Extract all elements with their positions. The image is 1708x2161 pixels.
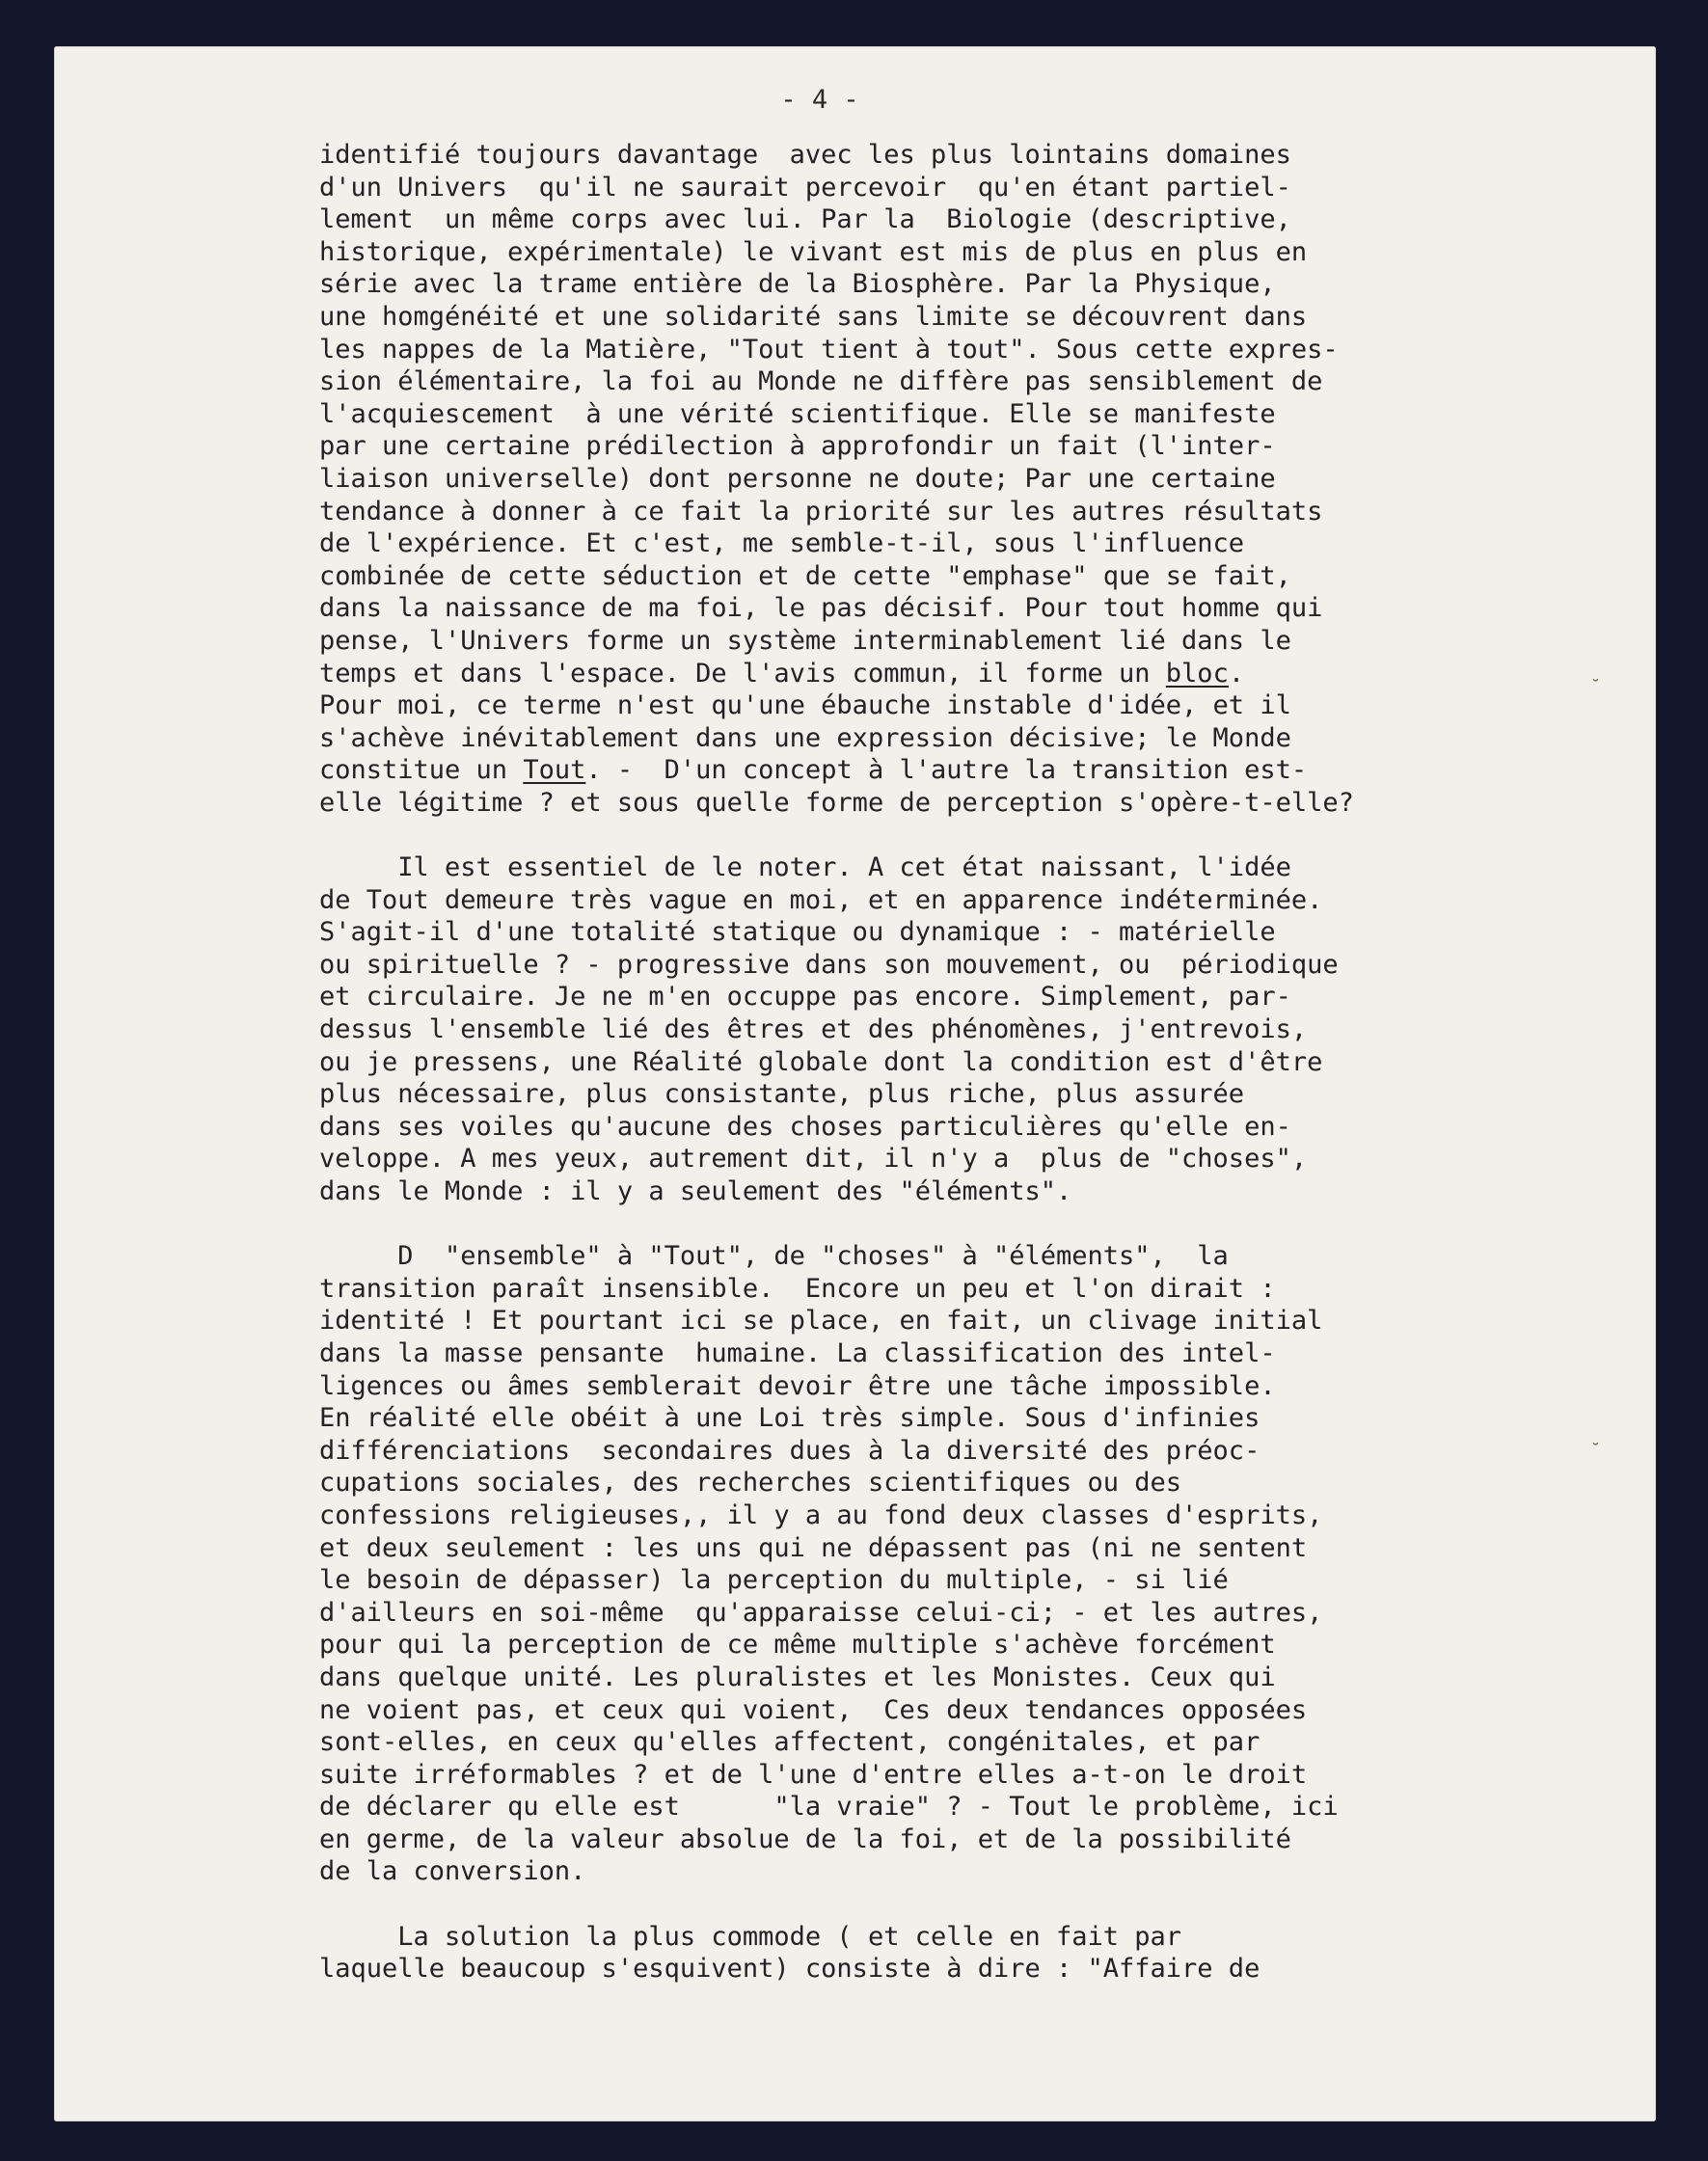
paragraph-1 — [319, 139, 1515, 819]
text-line: par une certaine prédilection à approfondir un fait (l'inter- — [319, 431, 1276, 462]
text-line: différenciations secondaires dues à la diversité des préoc- — [319, 1435, 1261, 1466]
page-number: - 4 - — [780, 85, 859, 115]
text-line: tendance à donner à ce fait la priorité sur les autres résultats — [319, 496, 1323, 527]
text-line: elle légitime ? et sous quelle forme de perception s'opère-t-elle? — [319, 787, 1354, 818]
text-line: identifié toujours davantage avec les plus lointains domaines — [319, 140, 1291, 170]
text-line: sion élémentaire, la foi au Monde ne diffère pas sensiblement de — [319, 366, 1323, 397]
text-line: confessions religieuses,, il y a au fond deux classes d'esprits, — [319, 1499, 1323, 1530]
text-line: l'acquiescement à une vérité scientifique. Elle se manifeste — [319, 398, 1276, 429]
text-line: pour qui la perception de ce même multiple s'achève forcément — [319, 1630, 1276, 1661]
text-line: ou je pressens, une Réalité globale dont la condition est d'être — [319, 1046, 1323, 1077]
text-line: pense, l'Univers forme un système interminablement lié dans le — [319, 625, 1291, 656]
text-line: ou spirituelle ? - progressive dans son mouvement, ou périodique — [319, 949, 1339, 980]
text-line: dans ses voiles qu'aucune des choses particulières qu'elle en- — [319, 1111, 1291, 1142]
text-line: constitue un Tout. - D'un concept à l'autre la transition est- — [319, 755, 1308, 786]
text-line: sont-elles, en ceux qu'elles affectent, congénitales, et par — [319, 1727, 1261, 1758]
text-line: d'un Univers qu'il ne saurait percevoir qu'en étant partiel- — [319, 172, 1291, 203]
text-line: La solution la plus commode ( et celle en fait par — [319, 1921, 1182, 1952]
text-line: les nappes de la Matière, "Tout tient à tout". Sous cette expres- — [319, 334, 1339, 365]
text-line: ligences ou âmes semblerait devoir être une tâche impossible. — [319, 1370, 1276, 1401]
text-line: et deux seulement : les uns qui ne dépassent pas (ni ne sentent — [319, 1532, 1308, 1563]
text-line: dans la masse pensante humaine. La classification des intel- — [319, 1337, 1276, 1368]
paper-speck: ˘ — [1590, 1441, 1601, 1461]
text-line: de la conversion. — [319, 1856, 586, 1887]
paper-speck: ˘ — [1590, 677, 1601, 697]
text-line: temps et dans l'espace. De l'avis commun, il forme un bloc. — [319, 658, 1245, 689]
text-line: D "ensemble" à "Tout", de "choses" à "éléments", la — [319, 1241, 1229, 1272]
text-line: de l'expérience. Et c'est, me semble-t-il, sous l'influence — [319, 528, 1245, 559]
text-line: S'agit-il d'une totalité statique ou dynamique : - matérielle — [319, 917, 1276, 948]
text-line: plus nécessaire, plus consistante, plus riche, plus assurée — [319, 1079, 1245, 1110]
text-line: cupations sociales, des recherches scientifiques ou des — [319, 1468, 1182, 1499]
text-line: série avec la trame entière de la Biosphère. Par la Physique, — [319, 269, 1276, 300]
text-line: Pour moi, ce terme n'est qu'une ébauche instable d'idée, et il — [319, 690, 1291, 721]
paragraph-4 — [319, 1921, 1515, 1985]
text-line: laquelle beaucoup s'esquivent) consiste à dire : "Affaire de — [319, 1954, 1261, 1985]
text-line: d'ailleurs en soi-même qu'apparaisse celui-ci; - et les autres, — [319, 1597, 1323, 1628]
text-line: de déclarer qu elle est "la vraie" ? - Tout le problème, ici — [319, 1792, 1339, 1823]
text-line: historique, expérimentale) le vivant est mis de plus en plus en — [319, 236, 1308, 267]
text-line: dans quelque unité. Les pluralistes et les Monistes. Ceux qui — [319, 1661, 1276, 1692]
paragraph-3 — [319, 1240, 1515, 1888]
text-line: en germe, de la valeur absolue de la foi, et de la possibilité — [319, 1823, 1291, 1854]
text-line: identité ! Et pourtant ici se place, en fait, un clivage initial — [319, 1306, 1323, 1337]
text-line: lement un même corps avec lui. Par la Biologie (descriptive, — [319, 204, 1291, 235]
document-body — [319, 139, 1515, 1985]
text-line: transition paraît insensible. Encore un peu et l'on dirait : — [319, 1273, 1276, 1304]
text-line: de Tout demeure très vague en moi, et en apparence indéterminée. — [319, 884, 1323, 915]
text-line: ne voient pas, et ceux qui voient, Ces deux tendances opposées — [319, 1694, 1308, 1725]
text-line: et circulaire. Je ne m'en occuppe pas encore. Simplement, par- — [319, 982, 1291, 1013]
text-line: suite irréformables ? et de l'une d'entre elles a-t-on le droit — [319, 1759, 1308, 1790]
text-line: dans la naissance de ma foi, le pas décisif. Pour tout homme qui — [319, 593, 1323, 624]
text-line: Il est essentiel de le noter. A cet état naissant, l'idée — [319, 852, 1291, 883]
text-line: combinée de cette séduction et de cette "emphase" que se fait, — [319, 560, 1291, 591]
text-line: En réalité elle obéit à une Loi très simple. Sous d'infinies — [319, 1403, 1261, 1434]
text-line: liaison universelle) dont personne ne doute; Par une certaine — [319, 463, 1276, 494]
text-line: le besoin de dépasser) la perception du multiple, - si lié — [319, 1565, 1229, 1596]
text-line: s'achève inévitablement dans une expression décisive; le Monde — [319, 722, 1291, 753]
text-line: veloppe. A mes yeux, autrement dit, il n'y a plus de "choses", — [319, 1144, 1308, 1175]
text-line: dessus l'ensemble lié des êtres et des phénomènes, j'entrevois, — [319, 1014, 1308, 1045]
paragraph-2 — [319, 851, 1515, 1208]
text-line: une homgénéité et une solidarité sans limite se découvrent dans — [319, 301, 1308, 332]
text-line: dans le Monde : il y a seulement des "éléments". — [319, 1176, 1072, 1206]
